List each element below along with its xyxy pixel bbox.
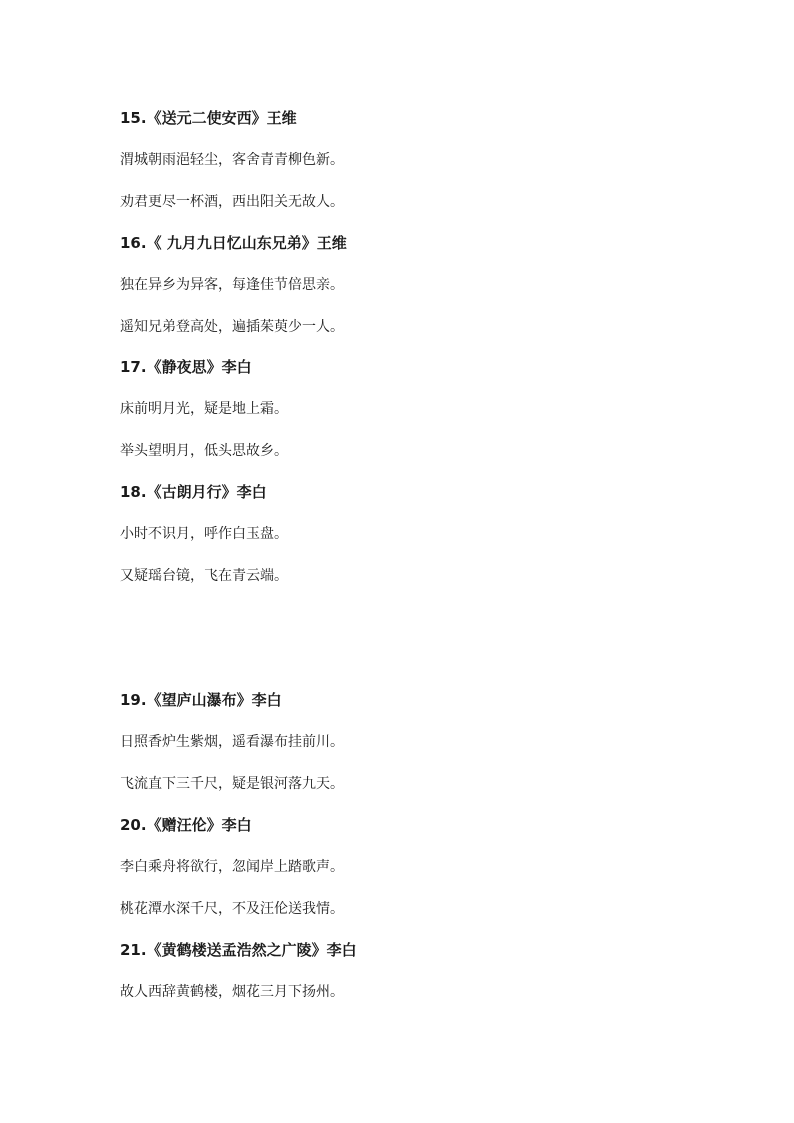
poem-line: 渭城朝雨浥轻尘，客舍青青柳色新。 (120, 152, 344, 168)
poem-line: 床前明月光，疑是地上霜。 (120, 401, 288, 417)
poem-line: 李白乘舟将欲行，忽闻岸上踏歌声。 (120, 859, 344, 875)
poem-line: 举头望明月，低头思故乡。 (120, 443, 288, 459)
poem-line: 日照香炉生紫烟，遥看瀑布挂前川。 (120, 734, 344, 750)
poem-line: 遥知兄弟登高处，遍插茱萸少一人。 (120, 319, 344, 335)
poem-line: 桃花潭水深千尺，不及汪伦送我情。 (120, 901, 344, 917)
poem-title: 17.《静夜思》李白 (120, 358, 252, 376)
poem-title: 21.《黄鹤楼送孟浩然之广陵》李白 (120, 941, 357, 959)
poem-title: 18.《古朗月行》李白 (120, 483, 267, 501)
poem-line: 故人西辞黄鹤楼，烟花三月下扬州。 (120, 984, 344, 1000)
poem-line: 小时不识月，呼作白玉盘。 (120, 526, 288, 542)
poem-line: 飞流直下三千尺，疑是银河落九天。 (120, 776, 344, 792)
poem-line: 独在异乡为异客，每逢佳节倍思亲。 (120, 277, 344, 293)
poem-title: 15.《送元二使安西》王维 (120, 109, 297, 127)
poem-title: 20.《赠汪伦》李白 (120, 816, 252, 834)
poem-title: 16.《 九月九日忆山东兄弟》王维 (120, 234, 347, 252)
poem-line: 又疑瑶台镜，飞在青云端。 (120, 568, 288, 584)
poem-title: 19.《望庐山瀑布》李白 (120, 691, 282, 709)
poem-line: 劝君更尽一杯酒，西出阳关无故人。 (120, 194, 344, 210)
